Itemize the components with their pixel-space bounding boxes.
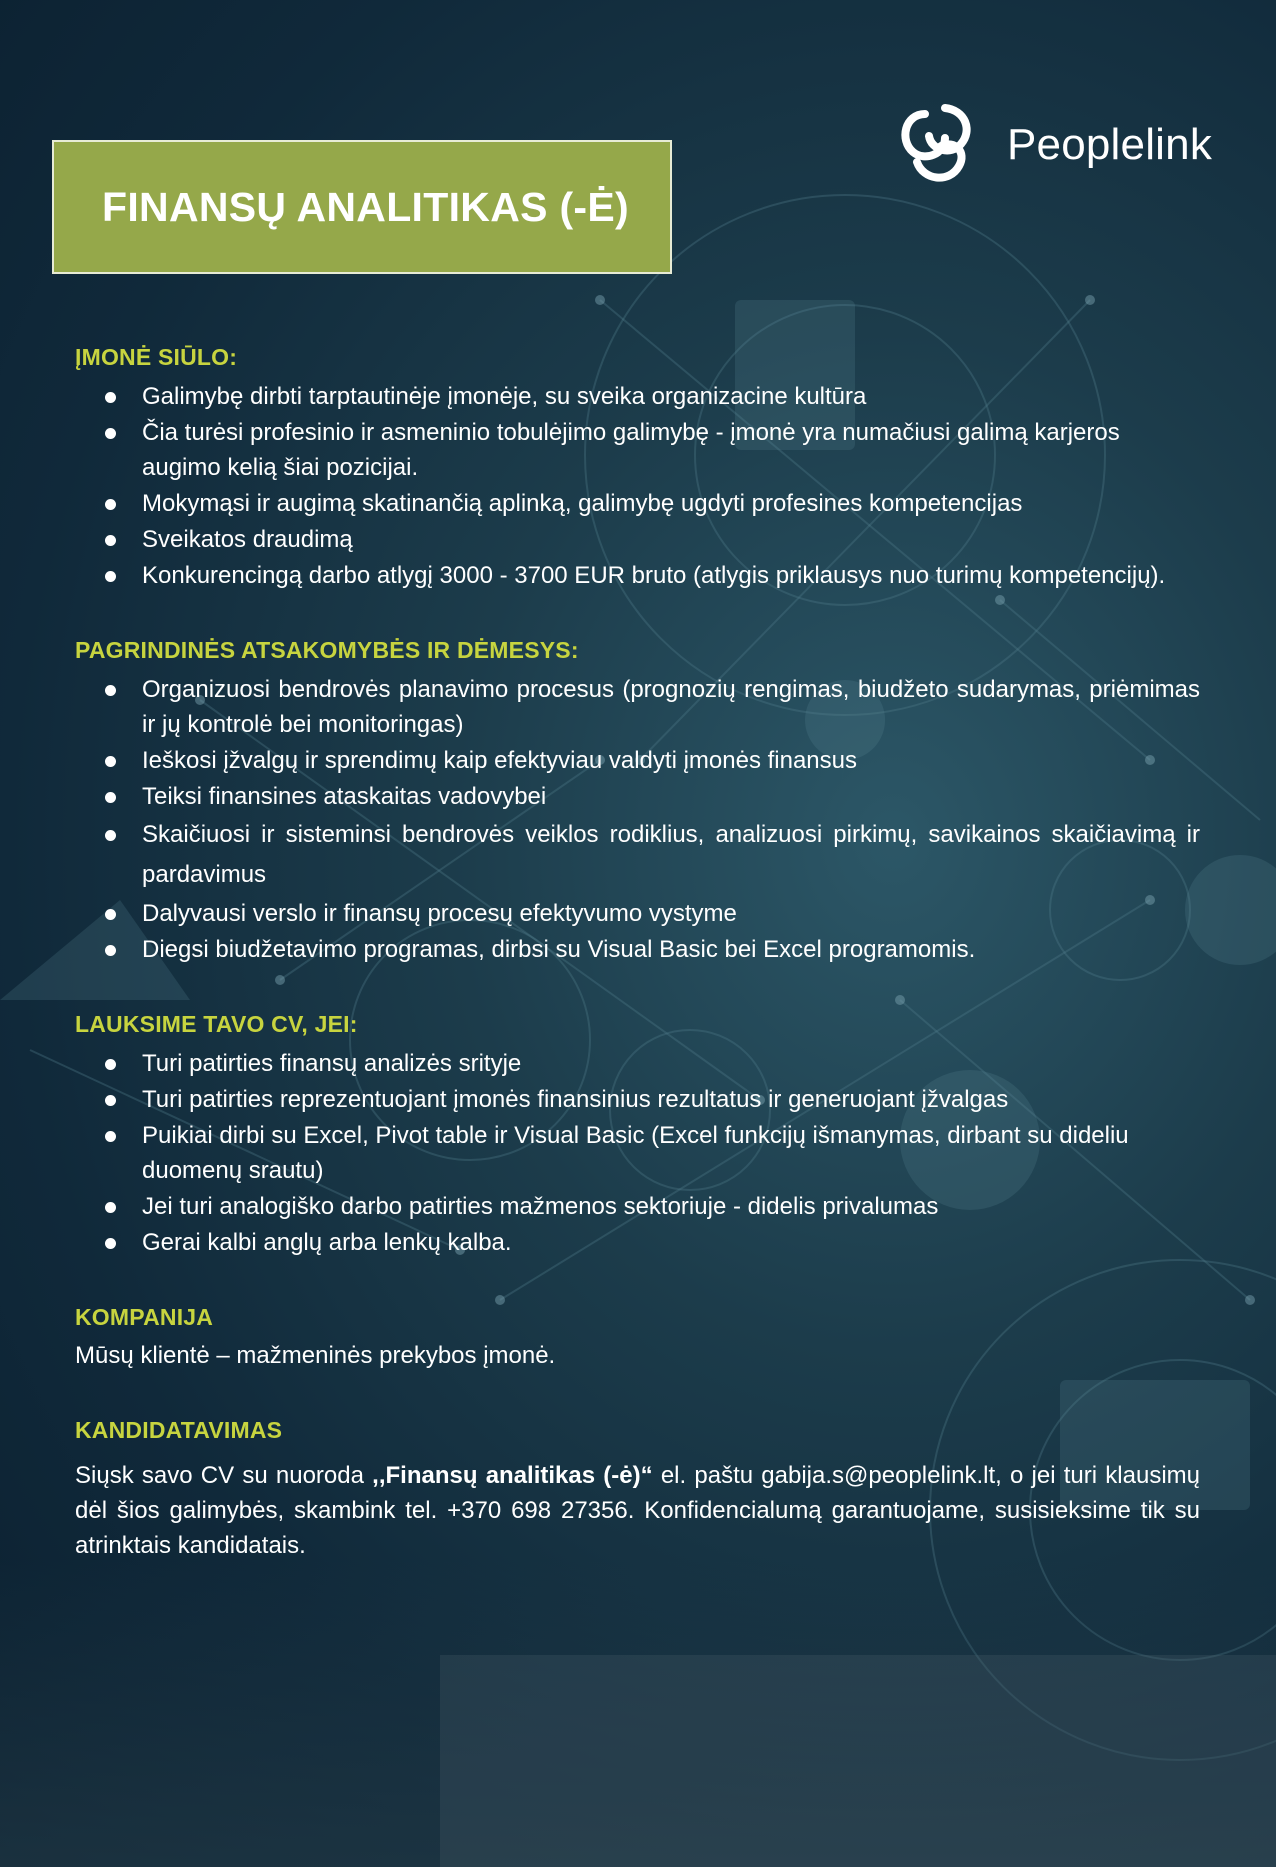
list-item: Diegsi biudžetavimo programas, dirbsi su Visual Basic bei Excel programomis. [75,932,1200,967]
offer-list [75,379,1200,593]
logo-wordmark: Peoplelink [1007,120,1213,169]
bullet-icon [105,499,116,510]
bullet-icon [105,1059,116,1070]
bullet-icon [105,792,116,803]
bullet-icon [105,535,116,546]
application-heading: KANDIDATAVIMAS [75,1417,283,1443]
list-item: Ieškosi įžvalgų ir sprendimų kaip efektyviau valdyti įmonės finansus [75,743,1200,778]
offer-heading: ĮMONĖ SIŪLO: [75,344,238,370]
list-item: Mokymąsi ir augimą skatinančią aplinką, galimybę ugdyti profesines kompetencijas [75,486,1200,521]
bullet-icon [105,428,116,439]
bottom-panel [440,1655,1276,1867]
bullet-icon [105,830,116,841]
list-item: Konkurencingą darbo atlygį 3000 - 3700 EUR bruto (atlygis priklausys nuo turimų kompetencijų). [75,558,1200,593]
ad-content [75,344,1200,1563]
list-item: Skaičiuosi ir sisteminsi bendrovės veiklos rodiklius, analizuosi pirkimų, savikainos skaičiavimą ir pardavimus [75,815,1200,895]
list-item: Jei turi analogiško darbo patirties mažmenos sektoriuje - didelis privalumas [75,1189,1200,1224]
position-reference: ,,Finansų analitikas (-ė)“ [372,1462,653,1489]
list-item: Čia turėsi profesinio ir asmeninio tobulėjimo galimybę - įmonė yra numačiusi galimą karjeros augimo kelią šiai pozicijai. [75,415,1200,485]
company-heading: KOMPANIJA [75,1304,214,1330]
requirements-list [75,1046,1200,1260]
bullet-icon [105,909,116,920]
list-item: Dalyvausi verslo ir finansų procesų efektyvumo vystyme [75,896,1200,931]
list-item: Gerai kalbi anglų arba lenkų kalba. [75,1225,1200,1260]
bullet-icon [105,1238,116,1249]
bullet-icon [105,756,116,767]
list-item: Galimybę dirbti tarptautinėje įmonėje, su sveika organizacine kultūra [75,379,1200,414]
bullet-icon [105,392,116,403]
job-title: FINANSŲ ANALITIKAS (-Ė) [102,183,629,230]
list-item: Organizuosi bendrovės planavimo procesus (prognozių rengimas, biudžeto sudarymas, priėmimas ir jų kontrolė bei monitoringas) [75,672,1200,742]
bullet-icon [105,945,116,956]
bullet-icon [105,1095,116,1106]
bullet-icon [105,1131,116,1142]
company-description: Mūsų klientė – mažmeninės prekybos įmonė. [75,1342,556,1369]
company-logo [895,100,1215,190]
bullet-icon [105,1202,116,1213]
list-item: Turi patirties reprezentuojant įmonės finansinius rezultatus ir generuojant įžvalgas [75,1082,1200,1117]
list-item: Teiksi finansines ataskaitas vadovybei [75,779,1200,814]
list-item: Turi patirties finansų analizės srityje [75,1046,1200,1081]
requirements-heading: LAUKSIME TAVO CV, JEI: [75,1011,358,1037]
title-banner [52,140,672,274]
duties-heading: PAGRINDINĖS ATSAKOMYBĖS IR DĖMESYS: [75,637,579,663]
list-item: Sveikatos draudimą [75,522,1200,557]
bullet-icon [105,571,116,582]
list-item: Puikiai dirbi su Excel, Pivot table ir Visual Basic (Excel funkcijų išmanymas, dirbant su dideliu duomenų srautu) [75,1118,1200,1188]
duties-list [75,672,1200,967]
bullet-icon [105,685,116,696]
application-text: Siųsk savo CV su nuoroda ,,Finansų analitikas (-ė)“ el. paštu gabija.s@peoplelink.lt, o jei turi klausimų dėl šios galimybės, skambink tel. +370 698 27356. Konfidencialumą garantuojame, susisieksime tik su atrinktais kandidatais. [75,1462,1200,1559]
peoplelink-knot-icon [895,100,981,186]
